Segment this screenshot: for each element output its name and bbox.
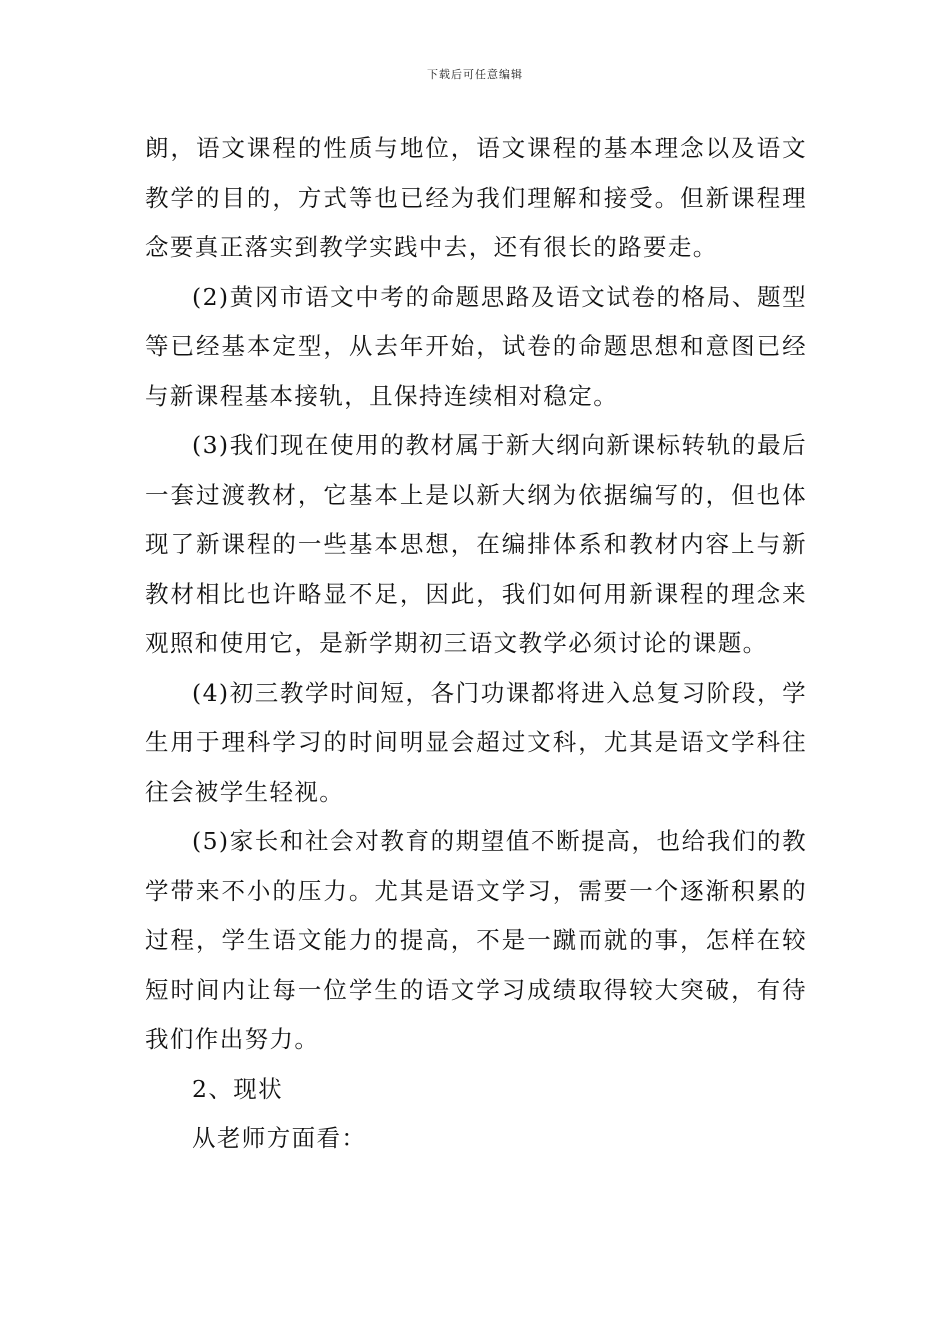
paragraph-item-3: (3)我们现在使用的教材属于新大纲向新课标转轨的最后一套过渡教材，它基本上是以新大纲为依据编写的，但也体现了新课程的一些基本思想，在编排体系和教材内容上与新教材相比也许略显不足，因此，我们如何用新课程的理念来观照和使用它，是新学期初三语文教学必须讨论的课题。	[145, 431, 807, 657]
document-body	[145, 124, 807, 1164]
paragraph-continuation: 朗，语文课程的性质与地位，语文课程的基本理念以及语文教学的目的，方式等也已经为我们理解和接受。但新课程理念要真正落实到教学实践中去，还有很长的路要走。	[145, 134, 807, 261]
paragraph-item-2: (2)黄冈市语文中考的命题思路及语文试卷的格局、题型等已经基本定型，从去年开始，试卷的命题思想和意图已经与新课程基本接轨，且保持连续相对稳定。	[145, 282, 807, 410]
paragraph-item-4: (4)初三教学时间短，各门功课都将进入总复习阶段，学生用于理科学习的时间明显会超过文科，尤其是语文学科往往会被学生轻视。	[145, 678, 807, 806]
section-heading-status: 2、现状	[192, 1074, 284, 1103]
paragraph-item-5: (5)家长和社会对教育的期望值不断提高，也给我们的教学带来不小的压力。尤其是语文学习，需要一个逐渐积累的过程，学生语文能力的提高，不是一蹴而就的事，怎样在较短时间内让每一位学生的语文学习成绩取得较大突破，有待我们作出努力。	[145, 827, 807, 1053]
page-header-note: 下载后可任意编辑	[427, 68, 523, 81]
paragraph-teacher-perspective: 从老师方面看：	[192, 1124, 367, 1152]
